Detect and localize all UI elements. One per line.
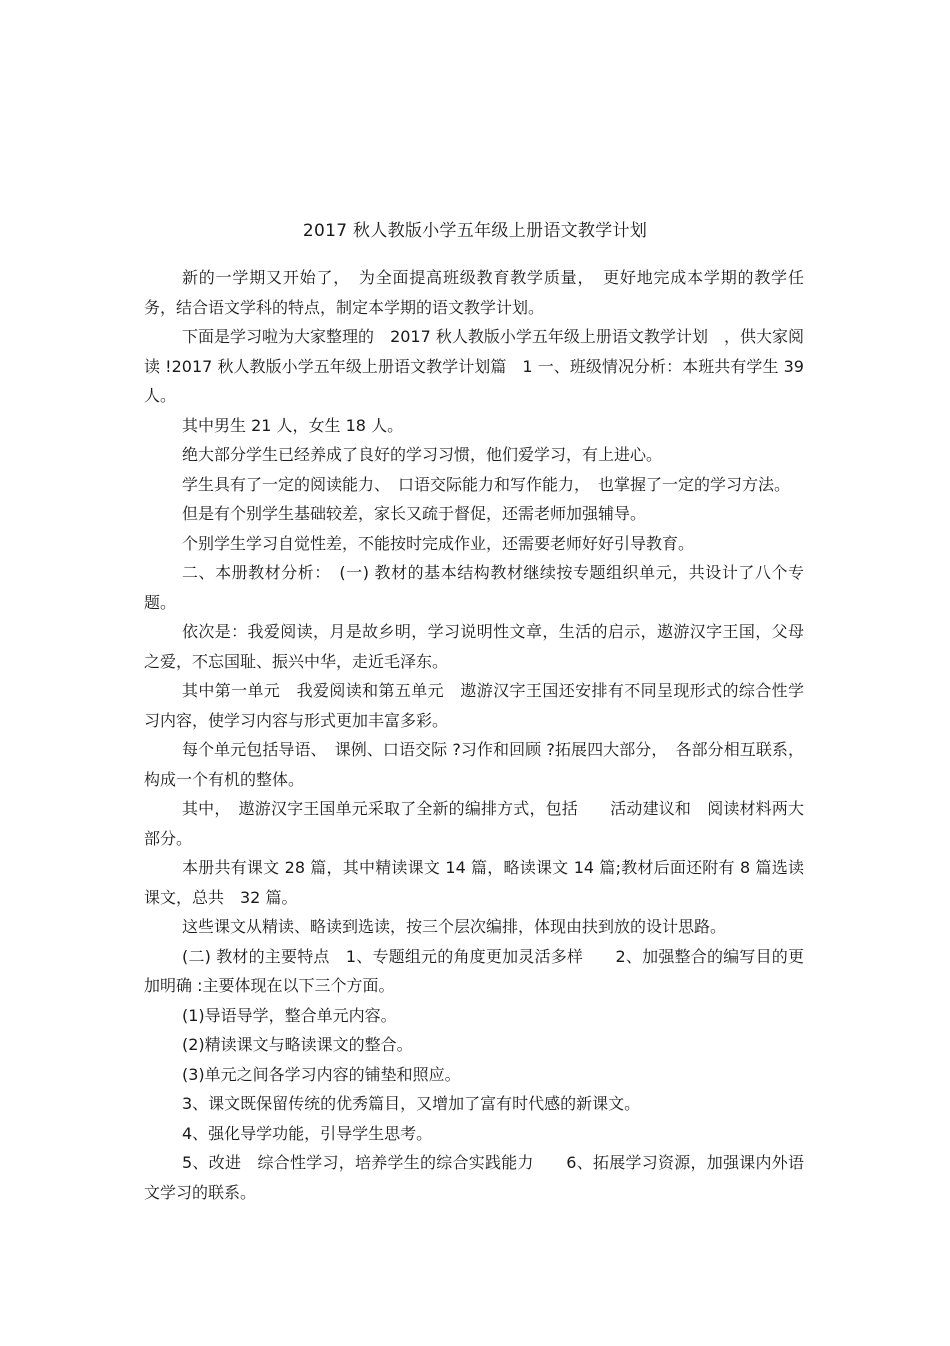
paragraph: 每个单元包括导语、 课例、口语交际 ?习作和回顾 ?拓展四大部分， 各部分相互联系，构成一个有机的整体。 bbox=[144, 740, 804, 789]
paragraph: 3、课文既保留传统的优秀篇目，又增加了富有时代感的新课文。 bbox=[182, 1094, 641, 1113]
paragraph: (1)导语导学，整合单元内容。 bbox=[182, 1005, 397, 1025]
paragraph: 其中男生 21 人，女生 18 人。 bbox=[182, 415, 404, 435]
paragraph: 下面是学习啦为大家整理的 2017 秋人教版小学五年级上册语文教学计划 ，供大家阅读 !2017 秋人教版小学五年级上册语文教学计划篇 1 一、班级情况分析：本班共有学生 39 人。 bbox=[144, 327, 804, 405]
paragraph: 依次是：我爱阅读，月是故乡明，学习说明性文章，生活的启示，遨游汉字王国，父母之爱，不忘国耻、振兴中华，走近毛泽东。 bbox=[144, 622, 804, 671]
paragraph: (2)精读课文与略读课文的整合。 bbox=[182, 1035, 413, 1054]
paragraph: 其中， 遨游汉字王国单元采取了全新的编排方式，包括 活动建议和 阅读材料两大部分。 bbox=[144, 799, 804, 848]
paragraph: 其中第一单元 我爱阅读和第五单元 遨游汉字王国还安排有不同呈现形式的综合性学习内容，使学习内容与形式更加丰富多彩。 bbox=[144, 681, 804, 730]
paragraph: (3)单元之间各学习内容的铺垫和照应。 bbox=[182, 1064, 461, 1084]
paragraph: 新的一学期又开始了， 为全面提高班级教育教学质量， 更好地完成本学期的教学任务，结合语文学科的特点，制定本学期的语文教学计划。 bbox=[144, 268, 804, 317]
paragraph: 绝大部分学生已经养成了良好的学习习惯，他们爱学习，有上进心。 bbox=[182, 445, 663, 464]
paragraph: 5、改进 综合性学习，培养学生的综合实践能力 6、拓展学习资源，加强课内外语文学习的联系。 bbox=[144, 1153, 804, 1202]
paragraph: 这些课文从精读、略读到选读，按三个层次编排，体现由扶到放的设计思路。 bbox=[182, 917, 727, 936]
document-body bbox=[144, 263, 804, 1207]
paragraph: 个别学生学习自觉性差，不能按时完成作业，还需要老师好好引导教育。 bbox=[182, 533, 695, 553]
paragraph: 本册共有课文 28 篇，其中精读课文 14 篇，略读课文 14 篇;教材后面还附有 8 篇选读课文，总共 32 篇。 bbox=[144, 858, 804, 907]
paragraph: 二、本册教材分析： (一) 教材的基本结构教材继续按专题组织单元，共设计了八个专题。 bbox=[144, 563, 804, 612]
document-title: 2017 秋人教版小学五年级上册语文教学计划 bbox=[302, 221, 648, 241]
paragraph: 4、强化导学功能，引导学生思考。 bbox=[182, 1123, 433, 1143]
paragraph: 但是有个别学生基础较差，家长又疏于督促，还需老师加强辅导。 bbox=[182, 504, 647, 523]
paragraph: (二) 教材的主要特点 1、专题组元的角度更加灵活多样 2、加强整合的编写目的更加明确 :主要体现在以下三个方面。 bbox=[144, 946, 804, 995]
paragraph: 学生具有了一定的阅读能力、 口语交际能力和写作能力， 也掌握了一定的学习方法。 bbox=[182, 474, 791, 494]
